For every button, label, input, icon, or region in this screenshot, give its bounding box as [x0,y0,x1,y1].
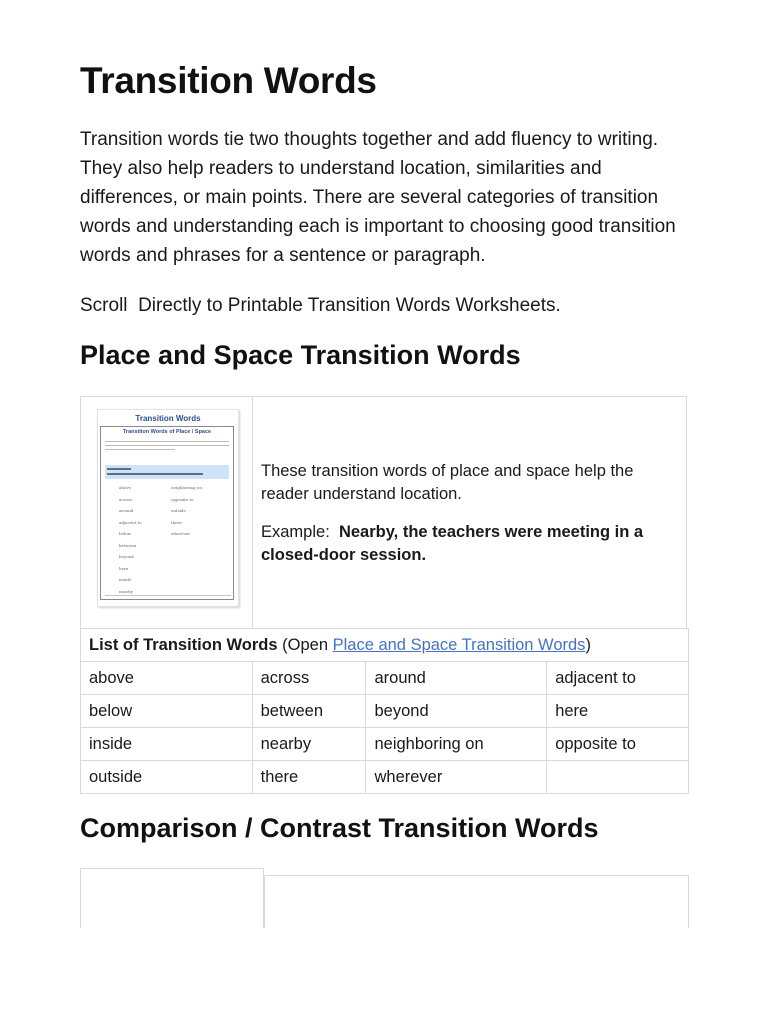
table-cell: outside [81,761,253,794]
table-cell: above [81,662,253,695]
description-cell [253,397,686,629]
table-cell: nearby [252,728,366,761]
table-cell: around [366,662,547,695]
transition-words-table [80,628,689,794]
thumbnail-word: wherever [171,531,191,536]
thumbnail-word: neighboring on [171,485,202,490]
thumbnail-title: Transition Words [135,414,201,423]
thumbnail-cell [81,397,253,629]
thumbnail-word: adjacent to [119,519,142,525]
table-cell: adjacent to [547,662,689,695]
thumbnail-word: around [119,508,134,513]
thumbnail-sheet-title: Transition Words of Place / Space [122,429,212,435]
thumbnail-word: here [119,565,129,571]
table-cell: here [547,695,689,728]
open-prefix: (Open [282,635,328,654]
list-title: List of Transition Words [89,635,278,654]
example-line [261,521,678,567]
table-cell: below [81,695,253,728]
table-cell: inside [81,728,253,761]
thumbnail-word: beyond [119,554,134,559]
table-row [81,761,689,794]
comparison-description-cell [264,875,689,928]
section-heading-place-space: Place and Space Transition Words [80,340,521,370]
table-cell: across [252,662,366,695]
comparison-thumbnail-cell [80,868,264,928]
thumbnail-text-line [105,445,229,446]
section-heading-comparison: Comparison / Contrast Transition Words [80,813,599,843]
thumbnail-word: outside [171,508,186,513]
table-cell: between [252,695,366,728]
table-row [81,728,689,761]
example-text: Nearby, the teachers were meeting in a closed-door session. [261,522,644,564]
feature-table [80,396,687,628]
table-row [81,662,689,695]
table-cell: there [252,761,366,794]
thumbnail-word: between [119,542,137,548]
scroll-note: Scroll Directly to Printable Transition Words Worksheets. [80,295,561,316]
description-text: These transition words of place and space help the reader understand location. [261,461,634,503]
table-caption [81,629,689,662]
thumbnail-word: below [119,531,132,536]
intro-paragraph: Transition words tie two thoughts together and add fluency to writing. They also help readers to understand location, similarities and differences, or main points. There are several categories of transition words and understanding each is important to choosing good transition words and phrases for a sentence or paragraph. [80,129,676,266]
table-cell [547,761,689,794]
example-label: Example: [261,522,330,541]
page-title: Transition Words [80,60,377,101]
thumbnail-example-box [105,465,229,479]
thumbnail-word: opposite to [171,496,194,502]
thumbnail-text-line [105,441,229,442]
thumbnail-text-line [105,449,175,450]
table-cell: wherever [366,761,547,794]
thumbnail-word: there [171,519,182,525]
thumbnail-sheet [100,426,234,600]
table-body [81,662,689,794]
table-cell: opposite to [547,728,689,761]
table-cell: neighboring on [366,728,547,761]
thumbnail-word: nearby [119,588,134,594]
place-space-link[interactable]: Place and Space Transition Words [332,635,586,654]
worksheet-thumbnail[interactable] [97,409,239,607]
table-row [81,695,689,728]
open-suffix: ) [585,635,591,654]
thumbnail-word: inside [119,577,132,582]
thumbnail-word: above [119,485,131,490]
thumbnail-footer-line [105,595,231,596]
table-cell: beyond [366,695,547,728]
thumbnail-word: across [119,496,133,502]
table-caption-row [81,629,689,662]
